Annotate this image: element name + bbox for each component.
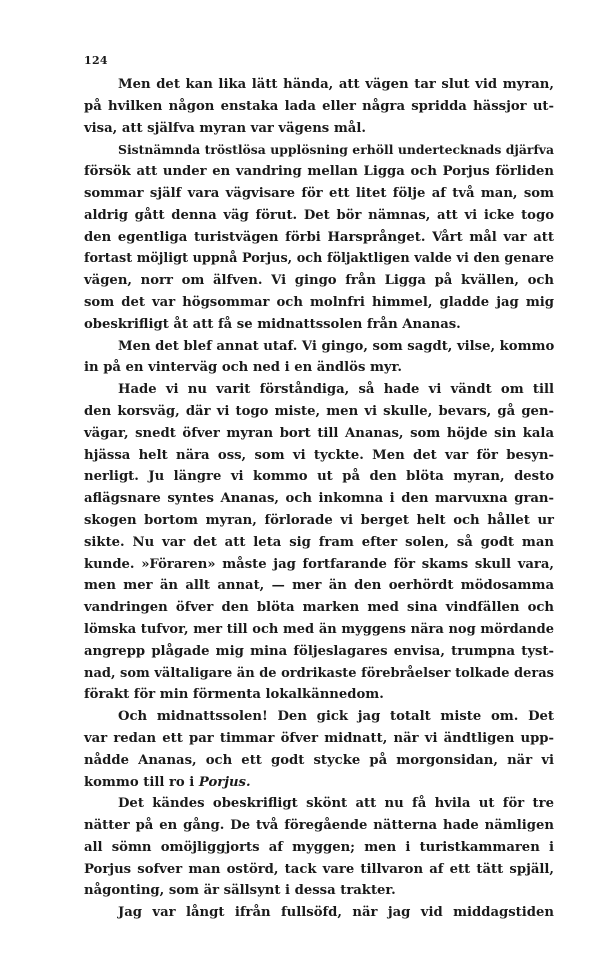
text-line-content: någonting, som är sällsynt i dessa trakter. — [84, 883, 396, 899]
text-line-content: den egentliga turistvägen förbi Harsprånget. Vårt mål var att — [84, 229, 554, 245]
text-line-content: nätter på en gång. De två föregående nätterna hade nämligen — [84, 818, 554, 834]
text-line — [84, 880, 554, 902]
text-line-content: Jag var långt ifrån fullsöfd, när jag vid middagstiden — [118, 905, 554, 921]
text-line — [84, 859, 554, 881]
text-line-content: visa, att själfva myran var vägens mål. — [84, 120, 366, 136]
text-line-content: Hade vi nu varit förståndiga, så hade vi vändt om till — [118, 382, 554, 398]
text-line-content: angrepp plågade mig mina följeslagares envisa, trumpna tyst- — [84, 643, 554, 659]
text-line — [84, 139, 554, 161]
text-line-content: in på en vinterväg och ned i en ändlös myr. — [84, 360, 402, 376]
page-number: 124 — [84, 54, 108, 67]
text-line — [84, 357, 554, 379]
text-line-content: den korsväg, där vi togo miste, men vi skulle, bevars, gå gen- — [84, 403, 554, 419]
text-line — [84, 118, 554, 140]
text-line-content: Porjus sofver man ostörd, tack vare tillvaron af ett tätt spjäll, — [84, 861, 554, 877]
text-line — [84, 336, 554, 358]
text-line-content: sikte. Nu var det att leta sig fram efter solen, så godt man — [84, 534, 554, 550]
text-line — [84, 815, 554, 837]
text-line — [84, 728, 554, 750]
text-line-content: vägen, norr om älfven. Vi gingo från Ligga på kvällen, och — [84, 273, 554, 289]
text-line — [84, 641, 554, 663]
text-line — [84, 445, 554, 467]
text-line-content: men mer än allt annat, — mer än den oerhördt mödosamma — [84, 578, 554, 594]
text-line-content: Och midnattssolen! Den gick jag totalt miste om. Det — [118, 709, 554, 725]
text-line-content: på hvilken någon enstaka lada eller några spridda hässjor ut- — [84, 98, 554, 114]
text-line-content: obeskrifligt åt att få se midnattssolen från Ananas. — [84, 316, 461, 332]
text-line-content: aflägsnare syntes Ananas, och inkomna i den marvuxna gran- — [84, 491, 554, 507]
text-line — [84, 423, 554, 445]
text-line — [84, 466, 554, 488]
text-line-content: vägar, snedt öfver myran bort till Ananas, som höjde sin kala — [84, 425, 554, 441]
text-line — [84, 248, 554, 270]
text-line — [84, 74, 554, 96]
text-line-content: förakt för min förmenta lokalkännedom. — [84, 687, 384, 703]
text-line — [84, 575, 554, 597]
text-line — [84, 401, 554, 423]
text-line-content: kommo till ro i — [84, 774, 199, 790]
body-text — [84, 74, 554, 924]
text-line-content: Men det kan lika lätt hända, att vägen tar slut vid myran, — [118, 77, 554, 92]
text-line-content: lömska tufvor, mer till och med än myggens nära nog mördande — [84, 621, 554, 637]
text-line-content: nad, som vältaligare än de ordrikaste förebråelser tolkade deras — [84, 665, 554, 681]
text-line-content: fortast möjligt uppnå Porjus, och följaktligen valde vi den genare — [84, 251, 554, 267]
text-line — [84, 292, 554, 314]
text-line-content: sommar själf vara vägvisare för ett litet följe af två man, som — [84, 185, 554, 201]
text-line — [84, 706, 554, 728]
text-line — [84, 684, 554, 706]
text-line-content: skogen bortom myran, förlorade vi berget helt och hållet ur — [84, 512, 554, 528]
text-line-content: Sistnämnda tröstlösa upplösning erhöll undertecknads djärfva — [118, 142, 554, 158]
text-line — [84, 96, 554, 118]
text-line — [84, 663, 554, 685]
text-line-content: nådde Ananas, och ett godt stycke på morgonsidan, när vi — [84, 752, 554, 768]
text-line-content: vandringen öfver den blöta marken med sina vindfällen och — [84, 600, 554, 616]
text-line-content: all sömn omöjliggjorts af myggen; men i turistkammaren i — [84, 839, 554, 855]
text-line — [84, 619, 554, 641]
text-line-content: hjässa helt nära oss, som vi tyckte. Men det var för besyn- — [84, 447, 554, 463]
text-line — [84, 597, 554, 619]
text-line — [84, 902, 554, 924]
text-line — [84, 379, 554, 401]
text-line-content: försök att under en vandring mellan Ligga och Porjus förliden — [84, 164, 554, 180]
text-line — [84, 772, 554, 794]
text-line — [84, 205, 554, 227]
text-line — [84, 270, 554, 292]
text-line-content: nerligt. Ju längre vi kommo ut på den blöta myran, desto — [84, 469, 554, 485]
text-line — [84, 837, 554, 859]
text-line-content: Det kändes obeskrifligt skönt att nu få hvila ut för tre — [118, 796, 554, 812]
text-line-content: som det var högsommar och molnfri himmel, gladde jag mig — [84, 294, 554, 310]
text-line — [84, 314, 554, 336]
text-line-italic: Porjus. — [198, 774, 251, 790]
text-line — [84, 183, 554, 205]
text-line — [84, 554, 554, 576]
text-line — [84, 510, 554, 532]
text-line — [84, 227, 554, 249]
text-line-content: var redan ett par timmar öfver midnatt, när vi ändtligen upp- — [84, 730, 554, 746]
text-line-content: aldrig gått denna väg förut. Det bör nämnas, att vi icke togo — [84, 207, 554, 223]
text-line-content: Men det blef annat utaf. Vi gingo, som sagdt, vilse, kommo — [118, 338, 555, 354]
text-line — [84, 532, 554, 554]
text-line — [84, 750, 554, 772]
text-line — [84, 161, 554, 183]
text-line — [84, 793, 554, 815]
text-line-content: kunde. »Föraren» måste jag fortfarande för skams skull vara, — [84, 556, 554, 572]
text-line — [84, 488, 554, 510]
